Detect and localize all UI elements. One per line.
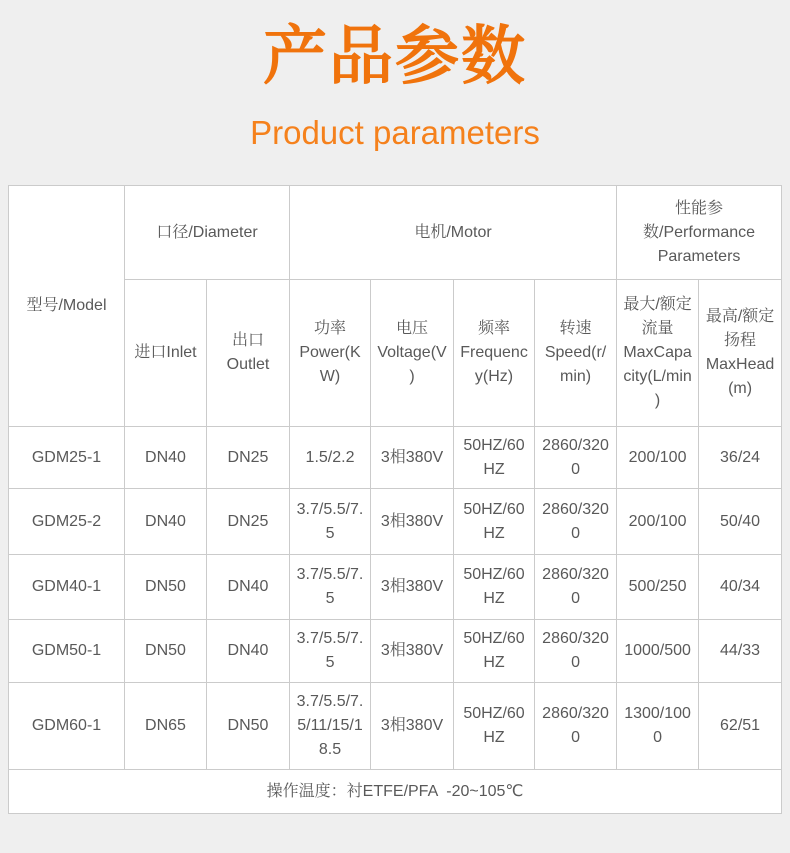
cell-max-capacity: 500/250	[617, 555, 699, 620]
cell-frequency: 50HZ/60HZ	[454, 683, 535, 770]
table-row	[9, 555, 782, 620]
cell-inlet: DN40	[125, 489, 207, 555]
cell-frequency: 50HZ/60HZ	[454, 489, 535, 555]
cell-outlet: DN50	[207, 683, 290, 770]
cell-max-head: 50/40	[699, 489, 782, 555]
column-header-outlet: 出口Outlet	[207, 280, 290, 427]
cell-outlet: DN40	[207, 555, 290, 620]
cell-speed: 2860/3200	[535, 427, 617, 489]
cell-voltage: 3相380V	[371, 683, 454, 770]
cell-frequency: 50HZ/60HZ	[454, 427, 535, 489]
cell-voltage: 3相380V	[371, 620, 454, 683]
cell-inlet: DN50	[125, 620, 207, 683]
cell-power: 1.5/2.2	[290, 427, 371, 489]
cell-max-capacity: 1300/1000	[617, 683, 699, 770]
product-parameters-table	[8, 185, 782, 814]
cell-max-capacity: 200/100	[617, 427, 699, 489]
cell-outlet: DN25	[207, 489, 290, 555]
column-group-performance: 性能参数/Performance Parameters	[617, 186, 782, 280]
cell-speed: 2860/3200	[535, 489, 617, 555]
column-header-frequency: 频率 Frequency(Hz)	[454, 280, 535, 427]
cell-max-head: 62/51	[699, 683, 782, 770]
cell-model: GDM60-1	[9, 683, 125, 770]
column-header-inlet: 进口Inlet	[125, 280, 207, 427]
table-header-group-row	[9, 186, 782, 280]
cell-max-capacity: 1000/500	[617, 620, 699, 683]
column-header-power: 功率 Power(KW)	[290, 280, 371, 427]
cell-speed: 2860/3200	[535, 555, 617, 620]
cell-outlet: DN25	[207, 427, 290, 489]
table-row	[9, 683, 782, 770]
cell-model: GDM25-2	[9, 489, 125, 555]
cell-speed: 2860/3200	[535, 683, 617, 770]
cell-voltage: 3相380V	[371, 489, 454, 555]
column-header-voltage: 电压 Voltage(V)	[371, 280, 454, 427]
cell-max-head: 36/24	[699, 427, 782, 489]
column-header-max-head: 最高/额定扬程MaxHead(m)	[699, 280, 782, 427]
column-group-motor: 电机/Motor	[290, 186, 617, 280]
cell-max-head: 40/34	[699, 555, 782, 620]
cell-outlet: DN40	[207, 620, 290, 683]
table-footer-row	[9, 770, 782, 814]
cell-inlet: DN65	[125, 683, 207, 770]
cell-speed: 2860/3200	[535, 620, 617, 683]
cell-power: 3.7/5.5/7.5	[290, 555, 371, 620]
cell-voltage: 3相380V	[371, 427, 454, 489]
cell-inlet: DN40	[125, 427, 207, 489]
cell-power: 3.7/5.5/7.5	[290, 489, 371, 555]
cell-frequency: 50HZ/60HZ	[454, 555, 535, 620]
page-subtitle: Product parameters	[250, 114, 540, 151]
table-row	[9, 620, 782, 683]
column-header-speed: 转速 Speed(r/min)	[535, 280, 617, 427]
cell-frequency: 50HZ/60HZ	[454, 620, 535, 683]
cell-max-capacity: 200/100	[617, 489, 699, 555]
column-header-model: 型号/Model	[9, 186, 125, 427]
cell-voltage: 3相380V	[371, 555, 454, 620]
column-group-diameter: 口径/Diameter	[125, 186, 290, 280]
table-row	[9, 427, 782, 489]
cell-max-head: 44/33	[699, 620, 782, 683]
column-header-max-capacity: 最大/额定流量MaxCapacity(L/min)	[617, 280, 699, 427]
cell-model: GDM25-1	[9, 427, 125, 489]
cell-power: 3.7/5.5/7.5/11/15/18.5	[290, 683, 371, 770]
page-title: 产品参数	[263, 20, 527, 92]
cell-inlet: DN50	[125, 555, 207, 620]
cell-power: 3.7/5.5/7.5	[290, 620, 371, 683]
table-header-sub-row	[9, 280, 782, 427]
operating-temperature-note: 操作温度：衬ETFE/PFA -20~105℃	[9, 770, 782, 814]
table-row	[9, 489, 782, 555]
cell-model: GDM50-1	[9, 620, 125, 683]
cell-model: GDM40-1	[9, 555, 125, 620]
